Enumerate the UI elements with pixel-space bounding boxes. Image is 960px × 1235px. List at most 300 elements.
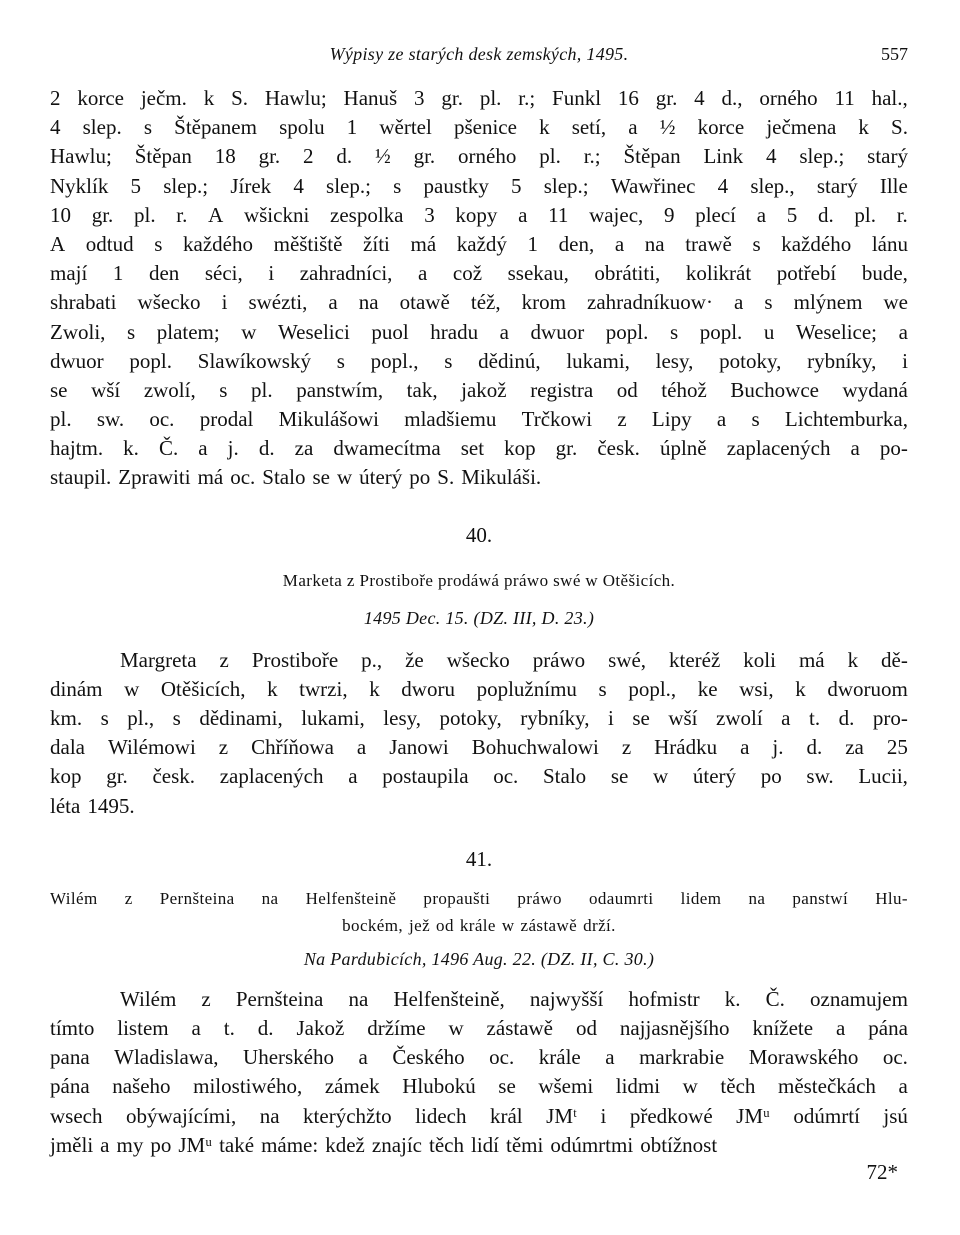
word: po bbox=[760, 764, 782, 789]
text-line bbox=[50, 201, 908, 230]
text-line bbox=[50, 259, 908, 288]
word: z bbox=[201, 986, 211, 1011]
word: Lipy bbox=[651, 407, 692, 432]
word: w bbox=[448, 1015, 464, 1040]
word: každého bbox=[781, 231, 852, 256]
word: 11 bbox=[834, 86, 855, 110]
word: Janowi bbox=[389, 735, 449, 760]
text-line bbox=[50, 1014, 908, 1043]
word: popl. bbox=[129, 348, 173, 373]
word: Pernšteina bbox=[235, 986, 324, 1011]
word: S. bbox=[437, 465, 455, 490]
word: s bbox=[444, 348, 453, 373]
word: tímto bbox=[50, 1015, 95, 1040]
word: zaplacených bbox=[726, 436, 831, 461]
word: Wilém bbox=[50, 888, 98, 908]
word: za bbox=[294, 436, 314, 461]
word: knížete bbox=[752, 1015, 814, 1040]
word: wsi, bbox=[739, 676, 774, 701]
word: Č. bbox=[765, 986, 785, 1011]
word: Lichtemburka, bbox=[784, 407, 908, 432]
word: Zwoli, bbox=[50, 319, 106, 344]
word: p., bbox=[361, 647, 383, 672]
word: a bbox=[356, 735, 367, 760]
word: hofmistr bbox=[628, 986, 700, 1011]
word: Zprawiti bbox=[118, 465, 191, 490]
word: po- bbox=[879, 436, 908, 461]
word: Hanuš bbox=[343, 86, 398, 110]
word: swézti, bbox=[248, 290, 308, 315]
word: 5 bbox=[130, 173, 142, 198]
section-40-paragraph bbox=[50, 646, 908, 821]
word: Štěpan bbox=[134, 144, 192, 169]
section-40-date: 1495 Dec. 15. (DZ. III, D. 23.) bbox=[363, 607, 595, 628]
word: Trčkowi bbox=[521, 407, 593, 432]
word: práwo bbox=[532, 647, 586, 672]
word: krále bbox=[538, 1045, 581, 1070]
word: paustky bbox=[423, 173, 489, 198]
word: w bbox=[336, 465, 353, 490]
word: držíme bbox=[367, 1015, 426, 1040]
word: a bbox=[898, 319, 908, 344]
word: a bbox=[716, 407, 727, 432]
word: Hawlu; bbox=[50, 144, 112, 169]
word: JMᵗ bbox=[546, 1103, 578, 1128]
word: wšecko bbox=[137, 290, 201, 315]
word: ½ bbox=[374, 144, 391, 169]
word: wěrtel bbox=[379, 115, 432, 140]
word: dworuom bbox=[827, 676, 908, 701]
word: km. bbox=[50, 706, 83, 730]
word: wšickni bbox=[243, 202, 310, 227]
word: bude, bbox=[861, 261, 908, 286]
word: s bbox=[751, 407, 760, 432]
word: kop bbox=[504, 436, 536, 461]
word: s bbox=[126, 319, 136, 344]
word: slep. bbox=[82, 115, 122, 140]
word: k. bbox=[724, 986, 741, 1011]
word: úterý bbox=[359, 465, 403, 490]
word: Wilémowi bbox=[107, 735, 196, 760]
word: pro- bbox=[872, 706, 908, 730]
section-41-number: 41. bbox=[465, 846, 493, 871]
word: j. bbox=[227, 436, 239, 461]
word: i bbox=[268, 261, 275, 286]
word: z bbox=[124, 888, 133, 908]
word: k bbox=[795, 676, 806, 701]
word: potoky, bbox=[439, 706, 502, 730]
word: což bbox=[452, 261, 483, 286]
word: Link bbox=[703, 144, 744, 169]
word: lesy, bbox=[655, 348, 694, 373]
word: Helfenšteině bbox=[305, 888, 397, 908]
word: těch bbox=[720, 1074, 756, 1099]
word: ssekau, bbox=[507, 261, 569, 286]
text-line bbox=[50, 347, 908, 376]
word: s bbox=[143, 115, 153, 140]
word: Weselice; bbox=[795, 319, 878, 344]
word: mladšiemu bbox=[404, 407, 497, 432]
word: d. bbox=[838, 706, 855, 730]
running-title: Wýpisy ze starých desk zemských, 1495. bbox=[329, 44, 629, 64]
word: staupil. bbox=[50, 465, 112, 490]
word: zwolí bbox=[716, 706, 763, 730]
word: Uherského bbox=[243, 1045, 335, 1070]
word: popl., bbox=[628, 676, 677, 701]
word: 2 bbox=[303, 144, 314, 169]
word: Wladislawa, bbox=[114, 1045, 219, 1070]
running-head bbox=[50, 44, 908, 84]
intro-paragraph bbox=[50, 84, 908, 493]
text-line bbox=[50, 985, 908, 1014]
text-line bbox=[50, 113, 908, 142]
text-line bbox=[50, 405, 908, 434]
word: r.; bbox=[518, 86, 536, 110]
word: Funkl bbox=[552, 86, 602, 110]
word: 1 bbox=[112, 261, 124, 286]
word: i bbox=[600, 1103, 607, 1128]
word: a bbox=[781, 706, 791, 730]
word: t. bbox=[808, 706, 821, 730]
word: gr. bbox=[441, 86, 463, 110]
text-line bbox=[50, 1102, 908, 1131]
word: oc. bbox=[493, 764, 519, 789]
text-line bbox=[50, 1131, 908, 1160]
page-number: 557 bbox=[881, 44, 908, 64]
word: Ille bbox=[879, 173, 908, 198]
word: d., bbox=[721, 86, 743, 110]
word: k bbox=[858, 115, 869, 140]
word: popl. bbox=[605, 319, 649, 344]
word: pl. bbox=[854, 202, 876, 227]
word: plecí bbox=[695, 202, 736, 227]
word: s bbox=[336, 348, 345, 373]
word: kdež bbox=[325, 1132, 365, 1157]
word: i bbox=[902, 348, 908, 373]
word: korce bbox=[697, 115, 745, 140]
word: Helfenšteině, bbox=[393, 986, 505, 1011]
word: česk. bbox=[152, 764, 196, 789]
word: zahradníkuow· bbox=[587, 290, 713, 315]
word: Hlu- bbox=[875, 888, 908, 908]
word: dwuor bbox=[50, 348, 104, 373]
word: s bbox=[172, 706, 181, 730]
word: ječmena bbox=[766, 115, 837, 140]
word: A bbox=[208, 202, 224, 227]
word: d. bbox=[817, 202, 834, 227]
word: najjasnějšího bbox=[619, 1015, 730, 1040]
word: česk. bbox=[597, 436, 640, 461]
word: 4 bbox=[694, 86, 705, 110]
word: od bbox=[575, 1015, 597, 1040]
word: Jakož bbox=[296, 1015, 345, 1040]
word: a bbox=[614, 231, 625, 256]
word: těmi bbox=[506, 1132, 544, 1157]
word: obrátiti, bbox=[594, 261, 661, 286]
word: že bbox=[405, 647, 424, 672]
word: z bbox=[218, 735, 229, 760]
word: Štěpanem bbox=[174, 115, 257, 140]
word: shrabati bbox=[50, 290, 117, 315]
word: má bbox=[798, 647, 825, 672]
word: swé, bbox=[608, 647, 647, 672]
word: a bbox=[328, 290, 338, 315]
word: znajíc bbox=[371, 1132, 423, 1157]
word: zaplacených bbox=[219, 764, 324, 789]
text-line bbox=[50, 733, 908, 762]
word: hradu bbox=[430, 319, 479, 344]
word: a bbox=[518, 202, 528, 227]
word: séci, bbox=[204, 261, 243, 286]
word: registra bbox=[530, 377, 594, 402]
word: r. bbox=[896, 202, 908, 227]
word: a bbox=[100, 1132, 110, 1157]
section-41-title bbox=[50, 885, 908, 939]
word: Českého bbox=[392, 1045, 465, 1070]
word: kteréž bbox=[669, 647, 721, 672]
word: máme: bbox=[261, 1132, 319, 1157]
word: oc. bbox=[489, 1045, 515, 1070]
word: a bbox=[740, 735, 750, 760]
word: starý bbox=[816, 173, 858, 198]
word: 18 bbox=[214, 144, 236, 169]
word: Štěpan bbox=[623, 144, 681, 169]
word: 11 bbox=[548, 202, 569, 227]
word: gr. bbox=[106, 764, 128, 789]
text-line bbox=[50, 230, 908, 259]
word: každého bbox=[183, 231, 253, 256]
word: k bbox=[369, 676, 380, 701]
word: wšemi bbox=[538, 1074, 594, 1099]
text-line bbox=[50, 1043, 908, 1072]
text-line bbox=[50, 318, 908, 347]
word: dwuor bbox=[530, 319, 585, 344]
word: 25 bbox=[886, 735, 908, 760]
word: lukami, bbox=[301, 706, 365, 730]
word: w bbox=[241, 319, 257, 344]
word: popl. bbox=[699, 319, 743, 344]
word: u bbox=[763, 319, 775, 344]
word: úterý bbox=[692, 764, 737, 789]
word: každý bbox=[456, 231, 507, 256]
word: r. bbox=[176, 202, 188, 227]
word: d. bbox=[806, 735, 823, 760]
word: Mikulášowi bbox=[278, 407, 379, 432]
word: sw. bbox=[806, 764, 834, 789]
word: s bbox=[752, 231, 761, 256]
word: s bbox=[393, 173, 402, 198]
word: a bbox=[417, 261, 428, 286]
word: 1 bbox=[346, 115, 358, 140]
word: gr. bbox=[258, 144, 281, 169]
word: dala bbox=[50, 735, 85, 760]
word: Chříňowa bbox=[251, 735, 334, 760]
word: lidem bbox=[680, 888, 722, 908]
word: s bbox=[764, 290, 773, 315]
word: tak, bbox=[406, 377, 438, 402]
word: lidí bbox=[471, 1132, 500, 1157]
word: má bbox=[410, 231, 437, 256]
word: odúmrtí bbox=[793, 1103, 860, 1128]
word: dworu bbox=[401, 676, 455, 701]
word: postaupila bbox=[382, 764, 469, 789]
word: s bbox=[100, 706, 109, 730]
word: ke bbox=[697, 676, 718, 701]
word: a bbox=[348, 764, 358, 789]
section-41-paragraph bbox=[50, 985, 908, 1160]
text-line bbox=[50, 434, 908, 463]
word: odúmrtmi bbox=[550, 1132, 634, 1157]
word: se bbox=[632, 706, 650, 730]
word: otawě bbox=[399, 290, 450, 315]
word: gr. bbox=[655, 86, 678, 110]
word: trawě bbox=[685, 231, 732, 256]
word: platem; bbox=[156, 319, 220, 344]
word: jakož bbox=[461, 377, 507, 402]
word: se bbox=[50, 377, 68, 402]
word: Prostiboře bbox=[251, 647, 339, 672]
word: 16 bbox=[617, 86, 639, 110]
word: slep.; bbox=[799, 144, 845, 169]
word: k bbox=[203, 86, 215, 110]
word: rybníky, bbox=[807, 348, 877, 373]
word: také bbox=[219, 1132, 255, 1157]
word: pána bbox=[868, 1015, 908, 1040]
word: mají bbox=[50, 261, 88, 286]
word: jsú bbox=[883, 1103, 908, 1128]
word: puol bbox=[371, 319, 409, 344]
word: den bbox=[148, 261, 180, 286]
word: orného bbox=[759, 86, 818, 110]
text-line bbox=[50, 704, 908, 733]
word: dwamecítma bbox=[333, 436, 441, 461]
word: krom bbox=[521, 290, 566, 315]
word: lánu bbox=[871, 231, 908, 256]
section-41-title-line bbox=[50, 912, 908, 939]
word: lidmi bbox=[615, 1074, 661, 1099]
word: 4 bbox=[50, 115, 61, 140]
word: po bbox=[409, 465, 431, 490]
word: dědinami, bbox=[199, 706, 283, 730]
word: jměli bbox=[50, 1132, 94, 1157]
word: oc. bbox=[230, 465, 256, 490]
word: Lucii, bbox=[858, 764, 908, 789]
word: Weselici bbox=[278, 319, 350, 344]
word: drží. bbox=[583, 915, 616, 935]
word: i bbox=[607, 706, 614, 730]
word: a bbox=[734, 290, 744, 315]
word: úplně bbox=[659, 436, 707, 461]
word: k bbox=[267, 676, 278, 701]
word: od bbox=[436, 915, 454, 935]
word: žíti bbox=[363, 231, 390, 256]
word: a bbox=[898, 1074, 908, 1099]
word: léta bbox=[50, 793, 81, 818]
word: a bbox=[756, 202, 767, 227]
word: pšenice bbox=[453, 115, 517, 140]
word: Hlubokú bbox=[402, 1074, 476, 1099]
word: z bbox=[621, 735, 632, 760]
word: dědinú, bbox=[478, 348, 541, 373]
word: též, bbox=[470, 290, 501, 315]
word: koli bbox=[743, 647, 776, 672]
word: slep., bbox=[750, 173, 795, 198]
word: Buchowce bbox=[730, 377, 819, 402]
word: 10 bbox=[50, 202, 71, 227]
word: městečkách bbox=[777, 1074, 876, 1099]
word: my bbox=[116, 1132, 144, 1157]
word: 1 bbox=[527, 231, 539, 256]
word: ječm. bbox=[140, 86, 187, 110]
word: Jírek bbox=[230, 173, 272, 198]
word: r.; bbox=[583, 144, 601, 169]
word: poplužnímu bbox=[476, 676, 577, 701]
word: Pernšteina bbox=[159, 888, 235, 908]
word: pl. bbox=[479, 86, 502, 110]
word: listem bbox=[117, 1015, 169, 1040]
word: odtud bbox=[85, 231, 134, 256]
word: dě- bbox=[881, 647, 908, 672]
word: wajec, bbox=[589, 202, 644, 227]
word: 1495. bbox=[87, 793, 135, 818]
word: zahradníci, bbox=[299, 261, 393, 286]
text-line bbox=[50, 142, 908, 171]
word: Hrádku bbox=[654, 735, 718, 760]
word: oc. bbox=[149, 407, 175, 432]
text-line bbox=[50, 792, 908, 821]
word: měštiště bbox=[273, 231, 343, 256]
word: gr. bbox=[413, 144, 436, 169]
section-40-number: 40. bbox=[465, 522, 493, 547]
word: zwolí, bbox=[143, 377, 196, 402]
word: wší bbox=[91, 377, 121, 402]
word: panstwím, bbox=[296, 377, 384, 402]
word: oznamujem bbox=[810, 986, 908, 1011]
word: j. bbox=[772, 735, 784, 760]
word: 4 bbox=[293, 173, 304, 198]
text-line bbox=[50, 376, 908, 405]
word: má bbox=[197, 465, 224, 490]
word: a bbox=[605, 1045, 615, 1070]
text-line bbox=[50, 84, 908, 113]
word: Wilém bbox=[120, 986, 177, 1011]
word: a bbox=[836, 1015, 846, 1040]
section-41-date: Na Pardubicích, 1496 Aug. 22. (DZ. II, C. 30.) bbox=[303, 948, 655, 969]
word: wší bbox=[668, 706, 698, 730]
word: na bbox=[644, 231, 665, 256]
word: na bbox=[261, 888, 279, 908]
word: JMᵘ bbox=[736, 1103, 770, 1128]
text-line bbox=[50, 463, 908, 492]
word: ½ bbox=[659, 115, 676, 140]
word: d. bbox=[336, 144, 353, 169]
word: gr. bbox=[555, 436, 578, 461]
word: mlýnem bbox=[793, 290, 863, 315]
word: starý bbox=[867, 144, 908, 169]
section-40-title: Marketa z Prostiboře prodáwá práwo swé w Otěšicích. bbox=[282, 570, 676, 590]
word: najwyšší bbox=[529, 986, 604, 1011]
word: po bbox=[150, 1132, 172, 1157]
word: hal., bbox=[871, 86, 908, 110]
word: pana bbox=[50, 1045, 90, 1070]
text-line bbox=[50, 288, 908, 317]
word: s bbox=[154, 231, 163, 256]
word: JMᵘ bbox=[178, 1132, 213, 1157]
word: 9 bbox=[663, 202, 675, 227]
word: potoky, bbox=[719, 348, 782, 373]
word: slep.; bbox=[163, 173, 209, 198]
word: obýwajícími, bbox=[125, 1103, 237, 1128]
